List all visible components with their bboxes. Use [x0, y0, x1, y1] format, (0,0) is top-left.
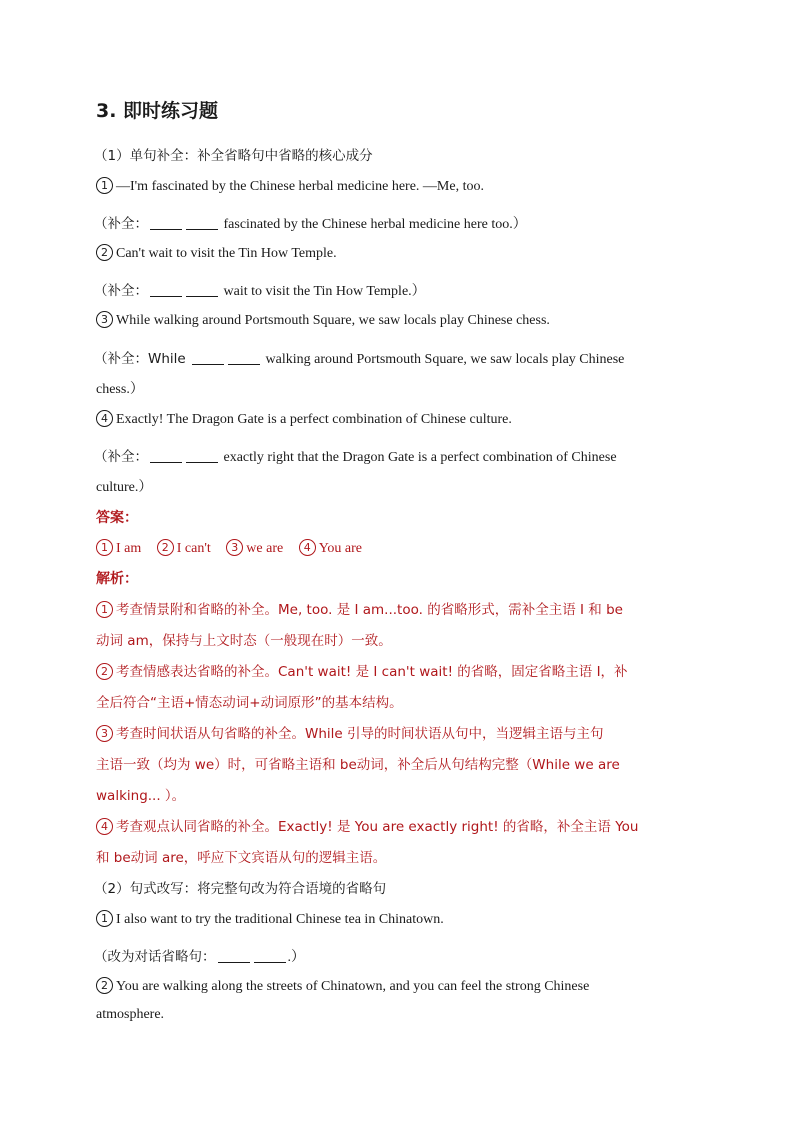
blank-field[interactable] — [150, 449, 182, 463]
fill-prefix: （补全： — [94, 449, 148, 465]
answer-item — [96, 541, 141, 556]
blank-field[interactable] — [228, 351, 260, 365]
fill-suffix: wait to visit the Tin How Temple.） — [220, 284, 426, 299]
fill-prefix: （改为对话省略句： — [94, 949, 216, 965]
analysis-3-line1 — [96, 724, 604, 744]
circled-number: 1 — [96, 910, 113, 927]
fill-prefix: （补全： — [94, 216, 148, 232]
blank-field[interactable] — [254, 949, 286, 963]
blank-field[interactable] — [186, 283, 218, 297]
analysis-4-line1 — [96, 817, 639, 837]
section2-heading: （2）句式改写：将完整句改为符合语境的省略句 — [94, 881, 387, 897]
analysis-text: 考查情景附和省略的补全。Me, too. 是 I am...too. 的省略形式，需补全主语 I 和 be — [116, 602, 623, 618]
circled-number: 4 — [299, 539, 316, 556]
question-text: Can't wait to visit the Tin How Temple. — [116, 246, 337, 261]
question-text: You are walking along the streets of Chinatown, and you can feel the strong Chinese — [116, 979, 590, 994]
answer-text: I am — [116, 541, 142, 556]
analysis-4-line2: 和 be动词 are，呼应下文宾语从句的逻辑主语。 — [96, 850, 387, 866]
rewrite-fill-1 — [94, 947, 305, 968]
fill-suffix: exactly right that the Dragon Gate is a perfect combination of Chinese — [220, 450, 617, 465]
analysis-text: 考查观点认同省略的补全。Exactly! 是 You are exactly right! 的省略，补全主语 You — [116, 819, 639, 835]
question-4 — [96, 410, 512, 430]
circled-number: 4 — [96, 818, 113, 835]
answer-text: we are — [246, 541, 284, 556]
fill-3-line2: chess.） — [96, 382, 144, 397]
analysis-3-line3: walking... ）。 — [96, 788, 186, 804]
answer-text: I can't — [176, 541, 211, 556]
section-title: 3. 即时练习题 — [96, 100, 219, 122]
blank-field[interactable] — [150, 216, 182, 230]
analysis-1-line2: 动词 am，保持与上文时态（一般现在时）一致。 — [96, 633, 392, 649]
fill-4-line2: culture.） — [96, 480, 153, 495]
rewrite-question-1 — [96, 910, 444, 930]
blank-field[interactable] — [218, 949, 250, 963]
circled-number: 1 — [96, 539, 113, 556]
circled-number: 3 — [96, 725, 113, 742]
question-text: Exactly! The Dragon Gate is a perfect combination of Chinese culture. — [116, 412, 512, 427]
blank-field[interactable] — [186, 216, 218, 230]
answer-label: 答案： — [96, 510, 138, 526]
answer-text: You are — [318, 541, 363, 556]
question-text: While walking around Portsmouth Square, we saw locals play Chinese chess. — [116, 313, 550, 328]
question-text: I also want to try the traditional Chinese tea in Chinatown. — [116, 912, 444, 927]
fill-prefix: （补全： — [94, 283, 148, 299]
question-3 — [96, 311, 550, 331]
circled-number: 3 — [226, 539, 243, 556]
fill-suffix: .） — [287, 950, 305, 965]
analysis-text: 考查情感表达省略的补全。Can't wait! 是 I can't wait! 的省略，固定省略主语 I，补 — [116, 664, 628, 680]
question-1 — [96, 177, 484, 197]
circled-number: 2 — [96, 977, 113, 994]
analysis-3-line2: 主语一致（均为 we）时，可省略主语和 be动词，补全后从句结构完整（While we are — [96, 757, 620, 773]
circled-number: 1 — [96, 601, 113, 618]
answer-item — [226, 541, 283, 556]
analysis-2-line2: 全后符合“主语+情态动词+动词原形”的基本结构。 — [96, 695, 403, 711]
rewrite-question-2 — [96, 977, 589, 997]
blank-field[interactable] — [186, 449, 218, 463]
answer-list — [96, 539, 374, 559]
fill-4 — [94, 447, 617, 468]
question-2 — [96, 244, 337, 264]
fill-3 — [94, 349, 624, 370]
fill-2 — [94, 281, 426, 302]
analysis-label: 解析： — [96, 571, 138, 587]
fill-suffix: walking around Portsmouth Square, we saw locals play Chinese — [262, 352, 625, 367]
question-text: —I'm fascinated by the Chinese herbal medicine here. —Me, too. — [116, 179, 484, 194]
circled-number: 3 — [96, 311, 113, 328]
circled-number: 4 — [96, 410, 113, 427]
section1-heading: （1）单句补全：补全省略句中省略的核心成分 — [94, 148, 373, 164]
analysis-1-line1 — [96, 600, 623, 620]
blank-field[interactable] — [150, 283, 182, 297]
circled-number: 2 — [96, 663, 113, 680]
fill-prefix: （补全：While — [94, 351, 191, 367]
analysis-2-line1 — [96, 662, 628, 682]
fill-suffix: fascinated by the Chinese herbal medicine here too.） — [220, 217, 527, 232]
analysis-text: 考查时间状语从句省略的补全。While 引导的时间状语从句中，当逻辑主语与主句 — [116, 726, 604, 742]
answer-item — [157, 541, 211, 556]
circled-number: 2 — [157, 539, 174, 556]
blank-field[interactable] — [192, 351, 224, 365]
circled-number: 1 — [96, 177, 113, 194]
answer-item — [299, 541, 362, 556]
rewrite-question-2-line2: atmosphere. — [96, 1007, 165, 1022]
circled-number: 2 — [96, 244, 113, 261]
fill-1 — [94, 214, 527, 235]
